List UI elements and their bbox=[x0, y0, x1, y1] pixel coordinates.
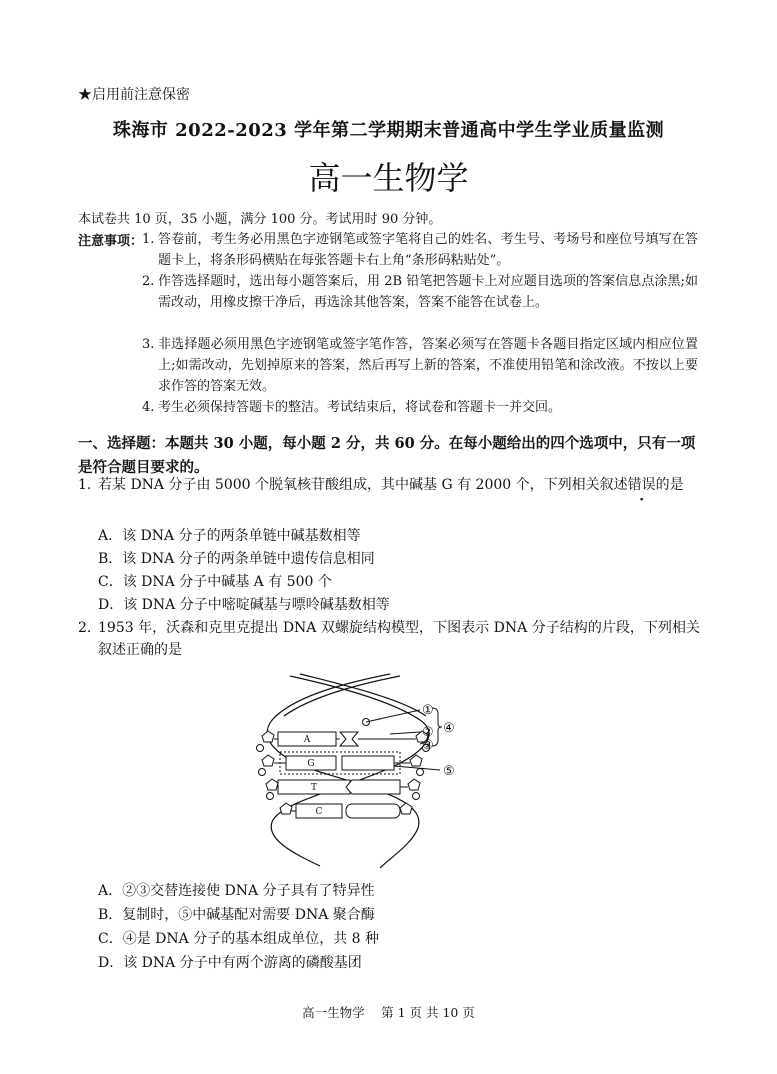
question-1 bbox=[78, 474, 700, 496]
base-label-t: T bbox=[310, 783, 318, 793]
backbone-strand-3 bbox=[267, 674, 419, 868]
option-d: D．该 DNA 分子中嘧啶碱基与嘌呤碱基数相等 bbox=[98, 597, 390, 613]
phosphate bbox=[267, 793, 274, 800]
note-text: 答卷前，考生务必用黑色字迹钢笔或签字笔将自己的姓名、考生号、考场号和座位号填写在答题卡上，将条形码横贴在每张答题卡右上角“条形码粘贴处”。 bbox=[158, 232, 698, 268]
note-text: 考生必须保持答题卡的整洁。考试结束后，将试卷和答题卡一并交回。 bbox=[158, 400, 562, 415]
base-t-pair-block bbox=[346, 780, 400, 794]
question-stem: 1953 年，沃森和克里克提出 DNA 双螺旋结构模型，下图表示 DNA 分子结构的片段，下列相关叙述正确的是 bbox=[98, 620, 700, 658]
base-a-pair-block bbox=[340, 732, 358, 746]
option-c: C．该 DNA 分子中碱基 A 有 500 个 bbox=[98, 574, 332, 590]
sugar-7 bbox=[280, 803, 292, 814]
note-item-3 bbox=[142, 334, 698, 397]
subject-title: 高一生物学 bbox=[308, 159, 469, 197]
sugar-1 bbox=[262, 731, 274, 742]
note-item-2 bbox=[142, 271, 698, 313]
question-number: 2. bbox=[78, 620, 92, 636]
sugar-3 bbox=[262, 755, 274, 766]
phosphate bbox=[413, 793, 420, 800]
marker-1: ① bbox=[422, 703, 434, 718]
note-item-4 bbox=[142, 397, 698, 418]
base-label-a: A bbox=[303, 735, 311, 745]
marker-3: ③ bbox=[422, 738, 434, 753]
page-footer: 高一生物学 第 1 页 共 10 页 bbox=[302, 1005, 475, 1020]
option-a: A．②③交替连接使 DNA 分子具有了特异性 bbox=[98, 883, 375, 899]
note-text: 非选择题必须用黑色字迹钢笔或签字笔作答，答案必须写在答题卡各题目指定区域内相应位置上;如需改动，先划掉原来的答案，然后再写上新的答案，不准使用铅笔和涂改液。不按以上要求作答的答案无效。 bbox=[158, 337, 698, 394]
question-number: 1. bbox=[78, 477, 92, 493]
dna-structure-diagram bbox=[240, 672, 480, 872]
sugar-6 bbox=[408, 779, 420, 790]
phosphate bbox=[259, 769, 266, 776]
base-label-g: G bbox=[307, 759, 315, 769]
option-d: D．该 DNA 分子中有两个游离的磷酸基团 bbox=[98, 955, 362, 971]
sugar-8 bbox=[400, 803, 412, 814]
note-text: 作答选择题时，选出每小题答案后，用 2B 铅笔把答题卡上对应题目选项的答案信息点涂黑;如需改动，用橡皮擦干净后，再选涂其他答案，答案不能答在试卷上。 bbox=[158, 274, 698, 310]
exam-intro: 本试卷共 10 页，35 小题，满分 100 分。考试用时 90 分钟。 bbox=[78, 212, 442, 227]
note-item-1 bbox=[142, 229, 698, 271]
marker-2: ② bbox=[422, 725, 434, 740]
note-number: 3. bbox=[142, 337, 155, 352]
phosphate bbox=[257, 745, 264, 752]
leader-line-2 bbox=[390, 732, 420, 734]
marker-4: ④ bbox=[443, 721, 455, 736]
sugar-5 bbox=[266, 779, 278, 790]
option-b: B．复制时，⑤中碱基配对需要 DNA 聚合酶 bbox=[98, 907, 375, 923]
section-heading: 一、选择题：本题共 30 小题，每小题 2 分，共 60 分。在每小题给出的四个选项中，只有一项是符合题目要求的。 bbox=[78, 435, 696, 476]
phosphate bbox=[417, 769, 424, 776]
exam-title: 珠海市 2022-2023 学年第二学期期末普通高中学生学业质量监测 bbox=[112, 120, 665, 141]
confidential-notice: ★启用前注意保密 bbox=[78, 87, 190, 103]
stem-emphasis: 错误 bbox=[627, 477, 656, 493]
question-stem bbox=[98, 474, 700, 496]
base-c-pair-block bbox=[346, 804, 400, 818]
stem-text: 的是 bbox=[655, 477, 684, 493]
note-number: 1. bbox=[142, 232, 155, 247]
base-label-c: C bbox=[315, 807, 323, 817]
notes-label: 注意事项： bbox=[78, 234, 144, 249]
marker-5: ⑤ bbox=[443, 764, 455, 779]
base-g-pair-block bbox=[342, 756, 394, 770]
question-2 bbox=[78, 617, 700, 661]
note-number: 4. bbox=[142, 400, 155, 415]
note-number: 2. bbox=[142, 274, 155, 289]
leader-line-1 bbox=[366, 710, 420, 722]
option-b: B．该 DNA 分子的两条单链中遗传信息相同 bbox=[98, 551, 375, 567]
stem-text: 若某 DNA 分子由 5000 个脱氧核苷酸组成，其中碱基 G 有 2000 个，下列相关叙述 bbox=[98, 477, 628, 493]
option-a: A．该 DNA 分子的两条单链中碱基数相等 bbox=[98, 528, 361, 544]
option-c: C．④是 DNA 分子的基本组成单位，共 8 种 bbox=[98, 931, 380, 947]
